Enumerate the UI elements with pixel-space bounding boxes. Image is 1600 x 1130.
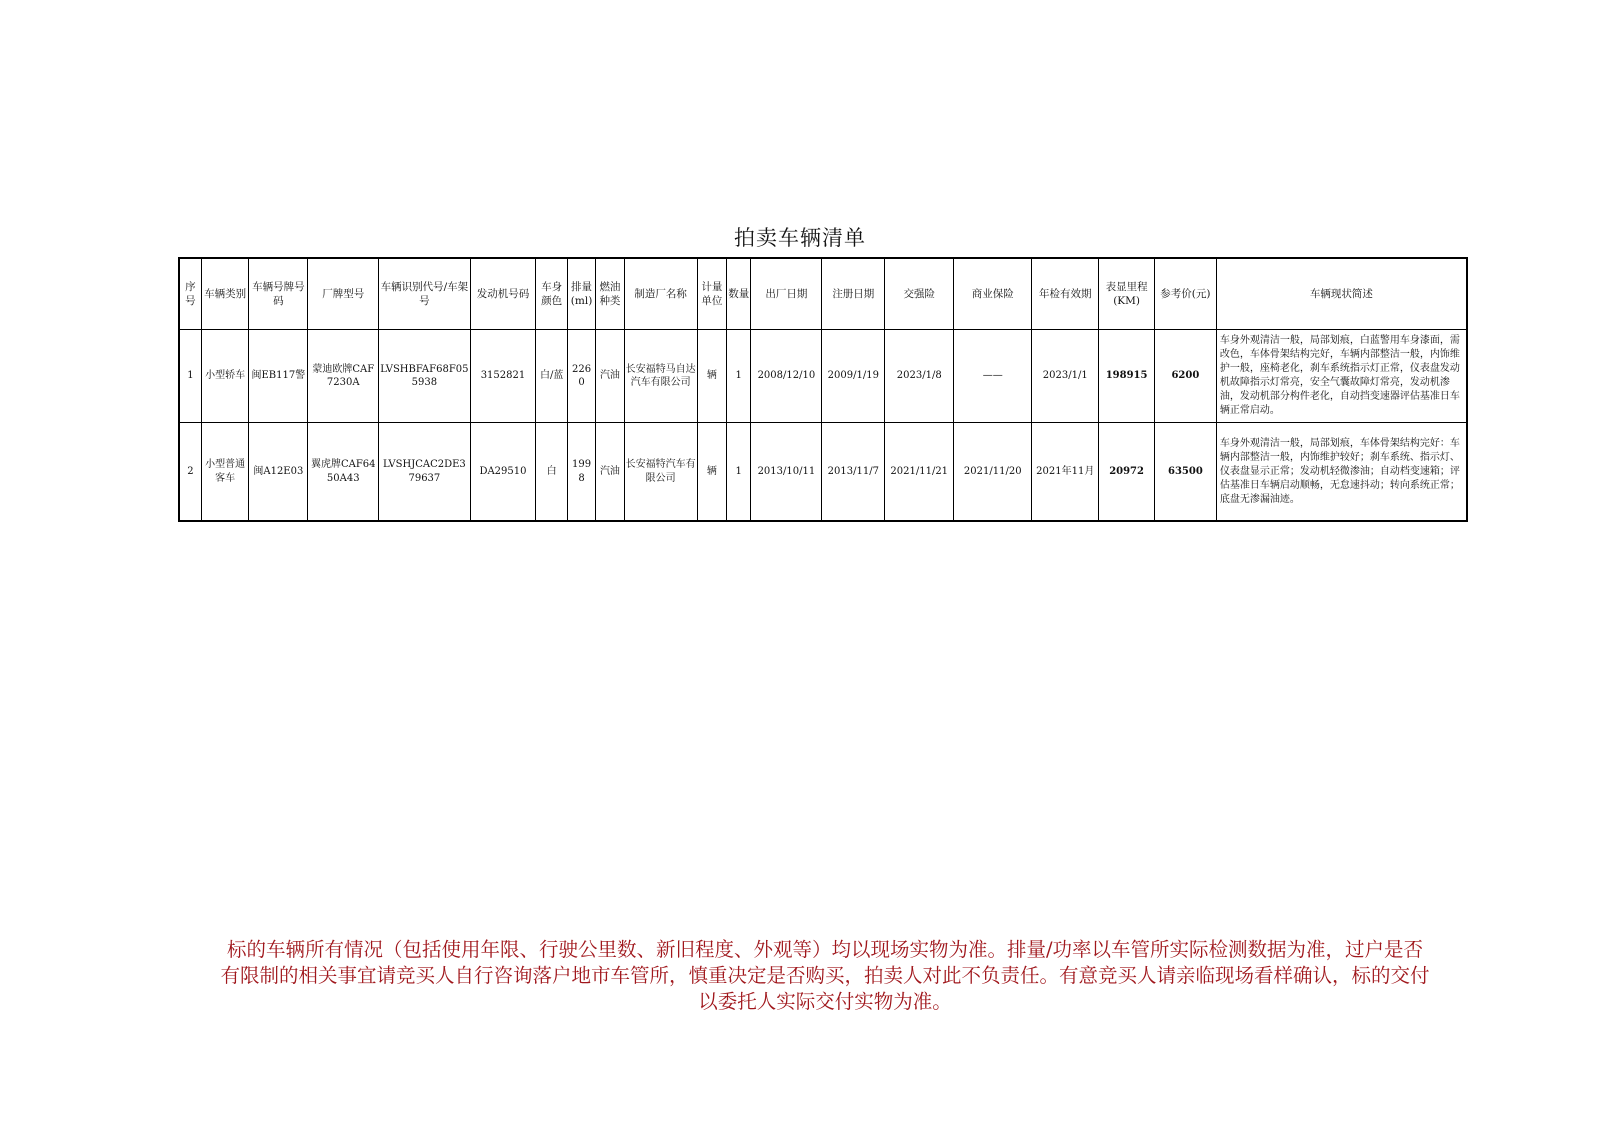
document-title: 拍卖车辆清单 [734, 226, 866, 250]
header-cell: 商业保险 [954, 258, 1032, 330]
table-cell: 2023/1/1 [1032, 330, 1099, 423]
header-cell: 车辆类别 [201, 258, 249, 330]
table-header-row [179, 258, 1467, 330]
table-cell: 2021年11月 [1032, 423, 1099, 522]
header-cell: 制造厂名称 [624, 258, 697, 330]
header-cell: 车辆识别代号/车架号 [379, 258, 470, 330]
table-cell: 1998 [567, 423, 595, 522]
table-cell: 2013/11/7 [822, 423, 885, 522]
table-cell: 6200 [1154, 330, 1216, 423]
header-cell: 计量单位 [697, 258, 726, 330]
table-cell: 2021/11/20 [954, 423, 1032, 522]
header-cell: 出厂日期 [751, 258, 822, 330]
table-cell: 闽EB117警 [249, 330, 308, 423]
header-cell: 燃油种类 [596, 258, 624, 330]
table-cell: 2260 [567, 330, 595, 423]
table-cell: 3152821 [470, 330, 536, 423]
table-cell: 2013/10/11 [751, 423, 822, 522]
table-cell: 辆 [697, 330, 726, 423]
table-row [179, 330, 1467, 423]
table-cell: 小型普通客车 [201, 423, 249, 522]
header-cell: 注册日期 [822, 258, 885, 330]
header-cell: 厂牌型号 [308, 258, 379, 330]
header-cell: 排量(ml) [567, 258, 595, 330]
table-cell: 汽油 [596, 330, 624, 423]
header-cell: 车身颜色 [536, 258, 567, 330]
table-cell: 2008/12/10 [751, 330, 822, 423]
table-cell: 车身外观清洁一般，局部划痕，车体骨架结构完好：车辆内部整洁一般，内饰维护较好；刹车系统、指示灯、仪表盘显示正常；发动机轻微渗油；自动档变速箱；评估基准日车辆启动顺畅，无怠速抖动；转向系统正常；底盘无渗漏油迹。 [1216, 423, 1467, 522]
header-cell: 交强险 [885, 258, 954, 330]
table-cell: 长安福特汽车有限公司 [624, 423, 697, 522]
table-cell: 2 [179, 423, 201, 522]
table-cell: —— [954, 330, 1032, 423]
table-row [179, 423, 1467, 522]
table-cell: 长安福特马自达汽车有限公司 [624, 330, 697, 423]
header-cell: 数量 [727, 258, 751, 330]
table-cell: 蒙迪欧牌CAF7230A [308, 330, 379, 423]
vehicle-table [178, 257, 1468, 522]
table-cell: 2009/1/19 [822, 330, 885, 423]
table-cell: 汽油 [596, 423, 624, 522]
disclaimer-notice: 标的车辆所有情况（包括使用年限、行驶公里数、新旧程度、外观等）均以现场实物为准。排量/功率以车管所实际检测数据为准，过户是否有限制的相关事宜请竞买人自行咨询落户地市车管所，慎重决定是否购买，拍卖人对此不负责任。有意竞买人请亲临现场看样确认，标的交付以委托人实际交付实物为准。 [220, 938, 1430, 1013]
table-cell: 白/蓝 [536, 330, 567, 423]
table-cell: DA29510 [470, 423, 536, 522]
table-cell: 1 [727, 330, 751, 423]
header-cell: 车辆现状简述 [1216, 258, 1467, 330]
table-cell: 小型轿车 [201, 330, 249, 423]
table-cell: 2023/1/8 [885, 330, 954, 423]
header-cell: 表显里程(KM) [1099, 258, 1155, 330]
header-cell: 车辆号牌号码 [249, 258, 308, 330]
table-cell: LVSHJCAC2DE379637 [379, 423, 470, 522]
table-cell: 2021/11/21 [885, 423, 954, 522]
table-cell: 白 [536, 423, 567, 522]
table-cell: 198915 [1099, 330, 1155, 423]
table-cell: 闽A12E03 [249, 423, 308, 522]
table-cell: 20972 [1099, 423, 1155, 522]
table-cell: 车身外观清洁一般，局部划痕，白蓝警用车身漆面，需改色，车体骨架结构完好，车辆内部整洁一般，内饰维护一般，座椅老化，刹车系统指示灯正常，仪表盘发动机故障指示灯常亮，安全气囊故障灯常亮，发动机渗油，发动机部分构件老化，自动挡变速器评估基准日车辆正常启动。 [1216, 330, 1467, 423]
header-cell: 参考价(元) [1154, 258, 1216, 330]
table-cell: 1 [179, 330, 201, 423]
table-cell: 1 [727, 423, 751, 522]
header-cell: 发动机号码 [470, 258, 536, 330]
table-cell: 翼虎牌CAF6450A43 [308, 423, 379, 522]
header-cell: 序号 [179, 258, 201, 330]
table-cell: 63500 [1154, 423, 1216, 522]
table-cell: LVSHBFAF68F055938 [379, 330, 470, 423]
header-cell: 年检有效期 [1032, 258, 1099, 330]
table-cell: 辆 [697, 423, 726, 522]
